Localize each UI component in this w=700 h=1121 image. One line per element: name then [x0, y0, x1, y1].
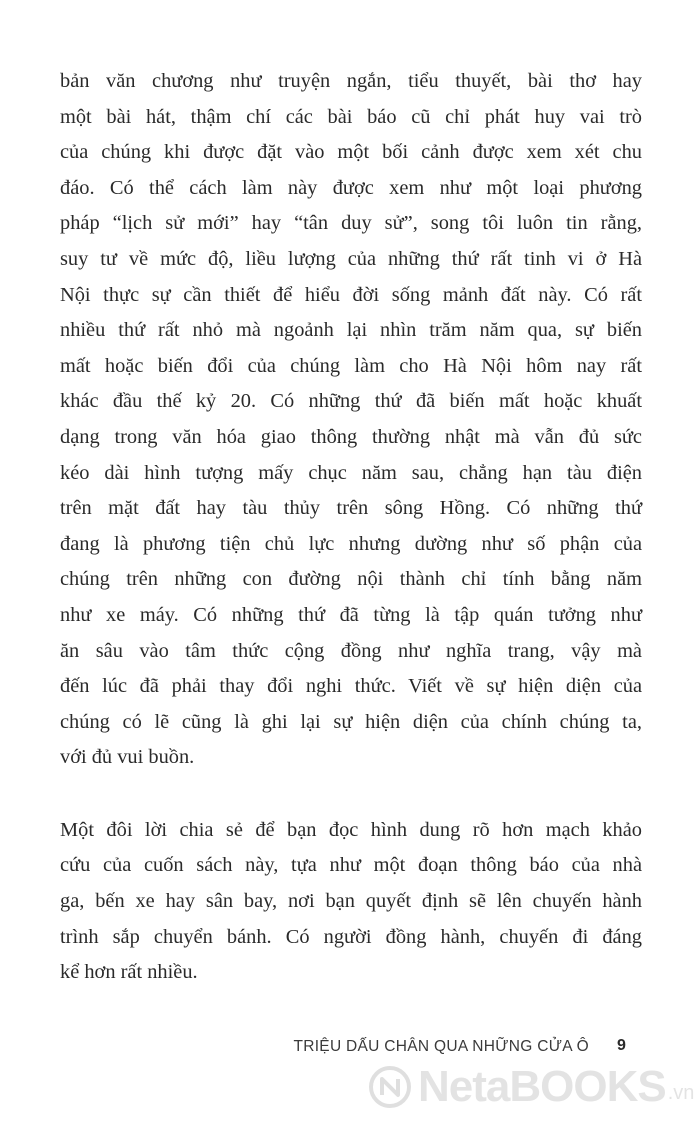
text-line: kể hơn rất nhiều.: [60, 961, 198, 984]
watermark: [368, 1057, 694, 1117]
text-line: kéo dài hình tượng mấy chục năm sau, chẳng hạn tàu điện: [60, 461, 642, 484]
text-line: đến lúc đã phải thay đổi nghi thức. Viết về sự hiện diện của: [60, 675, 642, 698]
text-line: ga, bến xe hay sân bay, nơi bạn quyết định sẽ lên chuyến hành: [60, 890, 642, 913]
text-line: dạng trong văn hóa giao thông thường nhật mà vẫn đủ sức: [60, 425, 642, 448]
text-line: chúng có lẽ cũng là ghi lại sự hiện diện của chính chúng ta,: [60, 710, 642, 733]
text-line: bản văn chương như truyện ngắn, tiểu thuyết, bài thơ hay: [60, 70, 642, 92]
text-line: với đủ vui buồn.: [60, 746, 195, 769]
paragraph-2: [60, 813, 642, 991]
text-line: một bài hát, thậm chí các bài báo cũ chỉ phát huy vai trò: [60, 105, 642, 128]
text-line: trên mặt đất hay tàu thủy trên sông Hồng. Có những thứ: [60, 497, 642, 520]
netabooks-logo-icon: [368, 1065, 412, 1109]
text-line: pháp “lịch sử mới” hay “tân duy sử”, song tôi luôn tin rằng,: [60, 212, 642, 235]
text-line: như xe máy. Có những thứ đã từng là tập quán tưởng như: [60, 603, 642, 626]
text-line: Một đôi lời chia sẻ để bạn đọc hình dung rõ hơn mạch khảo: [60, 818, 642, 841]
page-number: 9: [617, 1037, 626, 1054]
body-text: [60, 64, 642, 991]
text-line: khác đầu thế kỷ 20. Có những thứ đã biến mất hoặc khuất: [60, 390, 642, 413]
text-line: chúng trên những con đường nội thành chỉ tính bằng năm: [60, 568, 642, 591]
watermark-suffix: .vn: [667, 1082, 695, 1104]
watermark-text: NetaBOOKS: [418, 1062, 666, 1111]
text-line: trình sắp chuyển bánh. Có người đồng hành, chuyến đi đáng: [60, 925, 642, 948]
running-head: TRIỆU DẤU CHÂN QUA NHỮNG CỬA Ô: [293, 1038, 589, 1055]
text-line: nhiều thứ rất nhỏ mà ngoảnh lại nhìn trăm năm qua, sự biến: [60, 319, 642, 342]
paragraph-1: [60, 64, 642, 776]
text-line: đáo. Có thể cách làm này được xem như một loại phương: [60, 176, 642, 199]
text-line: mất hoặc biến đổi của chúng làm cho Hà Nội hôm nay rất: [60, 354, 642, 377]
text-line: cứu của cuốn sách này, tựa như một đoạn thông báo của nhà: [60, 854, 642, 877]
text-line: suy tư về mức độ, liều lượng của những thứ rất tinh vi ở Hà: [60, 247, 642, 270]
text-line: của chúng khi được đặt vào một bối cảnh được xem xét chu: [60, 141, 642, 164]
text-line: ăn sâu vào tâm thức cộng đồng như nghĩa trang, vậy mà: [60, 639, 642, 662]
text-line: Nội thực sự cần thiết để hiểu đời sống mảnh đất này. Có rất: [60, 283, 642, 306]
paragraph-spacer: [60, 776, 642, 813]
text-line: đang là phương tiện chủ lực nhưng dường như số phận của: [60, 532, 642, 555]
